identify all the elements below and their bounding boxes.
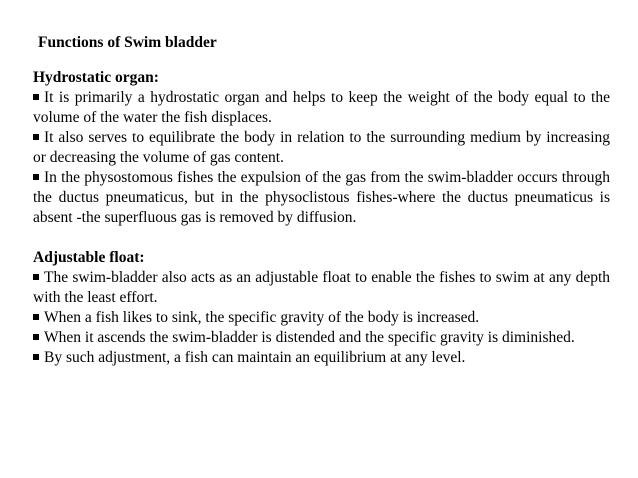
bullet-item xyxy=(33,128,610,168)
section-heading: Hydrostatic organ: xyxy=(33,69,159,86)
slide-content xyxy=(33,68,610,368)
page-title: Functions of Swim bladder xyxy=(38,34,217,51)
bullet-item xyxy=(33,328,610,348)
square-bullet-icon xyxy=(33,274,39,280)
square-bullet-icon xyxy=(33,314,39,320)
square-bullet-icon xyxy=(33,94,39,100)
square-bullet-icon xyxy=(33,134,39,140)
bullet-text: It also serves to equilibrate the body in relation to the surrounding medium by increasing or decreasing the volume of gas content. xyxy=(33,129,610,166)
square-bullet-icon xyxy=(33,354,39,360)
bullet-text: In the physostomous fishes the expulsion of the gas from the swim-bladder occurs through the ductus pneumaticus, but in the physoclistous fishes-where the ductus pneumaticus is absent -the superfluous gas is removed by diffusion. xyxy=(33,169,610,226)
bullet-item xyxy=(33,88,610,128)
bullet-text: When it ascends the swim-bladder is distended and the specific gravity is diminished. xyxy=(44,329,575,346)
square-bullet-icon xyxy=(33,334,39,340)
bullet-item xyxy=(33,168,610,228)
bullet-item xyxy=(33,308,610,328)
bullet-item xyxy=(33,268,610,308)
bullet-text: By such adjustment, a fish can maintain an equilibrium at any level. xyxy=(44,349,466,366)
section-hydrostatic-organ xyxy=(33,68,610,228)
section-spacer xyxy=(33,228,610,248)
bullet-text: It is primarily a hydrostatic organ and helps to keep the weight of the body equal to the volume of the water the fish displaces. xyxy=(33,89,610,126)
square-bullet-icon xyxy=(33,174,39,180)
bullet-text: The swim-bladder also acts as an adjustable float to enable the fishes to swim at any depth with the least effort. xyxy=(33,269,610,306)
bullet-text: When a fish likes to sink, the specific gravity of the body is increased. xyxy=(44,309,480,326)
bullet-item xyxy=(33,348,610,368)
section-adjustable-float xyxy=(33,248,610,368)
section-heading: Adjustable float: xyxy=(33,249,145,266)
